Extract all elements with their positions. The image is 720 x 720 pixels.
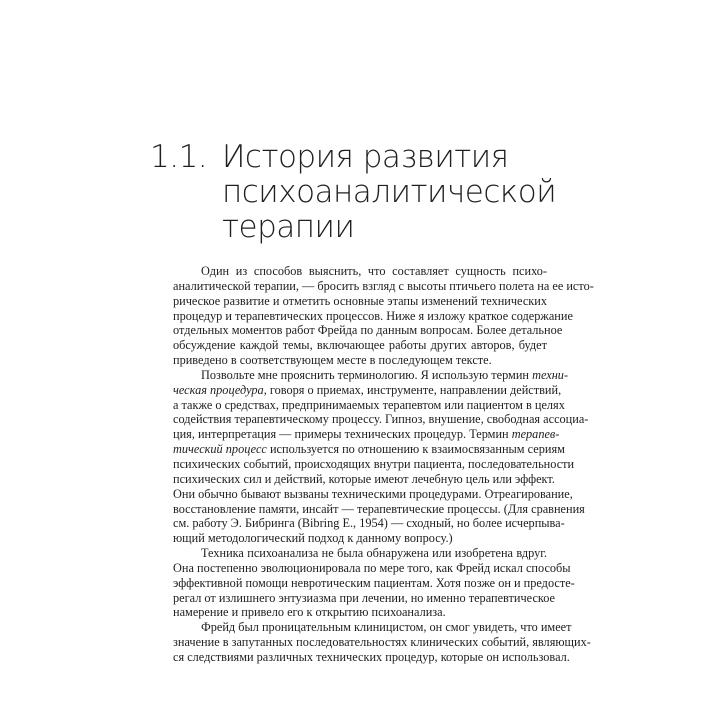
section-title-line: История развития [222, 139, 509, 175]
text-line: намерение и привело его к открытию психоанализа. [173, 605, 446, 620]
text-line: психических сил и действий, которые имеют лечебную цель или эффект. [173, 471, 555, 486]
body-text [173, 264, 594, 665]
text-line: Она постепенно эволюционировала по мере того, как Фрейд искал способы [173, 560, 571, 575]
text-line: эффективной помощи невротическим пациентам. Хотя позже он и предосте- [173, 575, 575, 590]
text-line: аналитической терапии, — бросить взгляд с высоты птичьего полета на ее исто- [173, 278, 594, 293]
text-line: ческая процедура, говоря о приемах, инструменте, направлении действий, [173, 382, 562, 397]
text-line: психических событий, происходящих внутри пациента, последовательности [173, 456, 575, 471]
italic-term: тический процесс [173, 442, 267, 457]
section-number: 1.1. [150, 139, 208, 175]
text-line: приведено в соответствующем месте в последующем тексте. [173, 353, 492, 368]
text-line: содействия терапевтическому процессу. Гипноз, внушение, свободная ассоциа- [173, 412, 589, 427]
text-line: ция, интерпретация — примеры технических процедур. Термин терапев- [173, 427, 560, 442]
italic-term: техни- [532, 367, 569, 382]
text-line: отдельных моментов работ Фрейда по данным вопросам. Более детальное [173, 323, 563, 338]
text-line: тический процесс используется по отношению к взаимосвязанным сериям [173, 442, 565, 457]
italic-term: ческая процедура [173, 382, 264, 397]
text-line: а также о средствах, предпринимаемых терапевтом или пациентом в целях [173, 397, 565, 412]
text-line: рическое развитие и отметить основные этапы изменений технических [173, 293, 547, 308]
text-line: обсуждение каждой темы, включающее работы других авторов, будет [173, 338, 547, 353]
text-line: процедур и терапевтических процессов. Ниже я изложу краткое содержание [173, 308, 573, 323]
section-title-line: терапии [222, 209, 355, 245]
section-title [222, 140, 582, 245]
text-line: Они обычно бывают вызваны техническими процедурами. Отреагирование, [173, 486, 573, 501]
text-line: Фрейд был проницательным клиницистом, он смог увидеть, что имеет [201, 620, 572, 635]
text-line: ющий методологический подход к данному вопросу.) [173, 531, 453, 546]
italic-term: терапев- [511, 427, 560, 442]
text-line: восстановление памяти, инсайт — терапевтические процессы. (Для сравнения [173, 501, 585, 516]
text-line: ся следствиями различных технических процедур, которые он использовал. [173, 649, 570, 664]
text-line: Позвольте мне прояснить терминологию. Я использую термин техни- [201, 367, 569, 382]
text-line: регал от излишнего энтузиазма при лечении, но именно терапевтическое [173, 590, 556, 605]
section-title-line: психоаналитической [222, 174, 557, 210]
text-line: см. работу Э. Бибринга (Bibring E., 1954) — сходный, но более исчерпыва- [173, 516, 565, 531]
text-line: значение в запутанных последовательностях клинических событий, являющих- [173, 635, 591, 650]
text-line: Один из способов выяснить, что составляет сущность психо- [201, 264, 547, 278]
text-line: Техника психоанализа не была обнаружена или изобретена вдруг. [201, 546, 547, 561]
